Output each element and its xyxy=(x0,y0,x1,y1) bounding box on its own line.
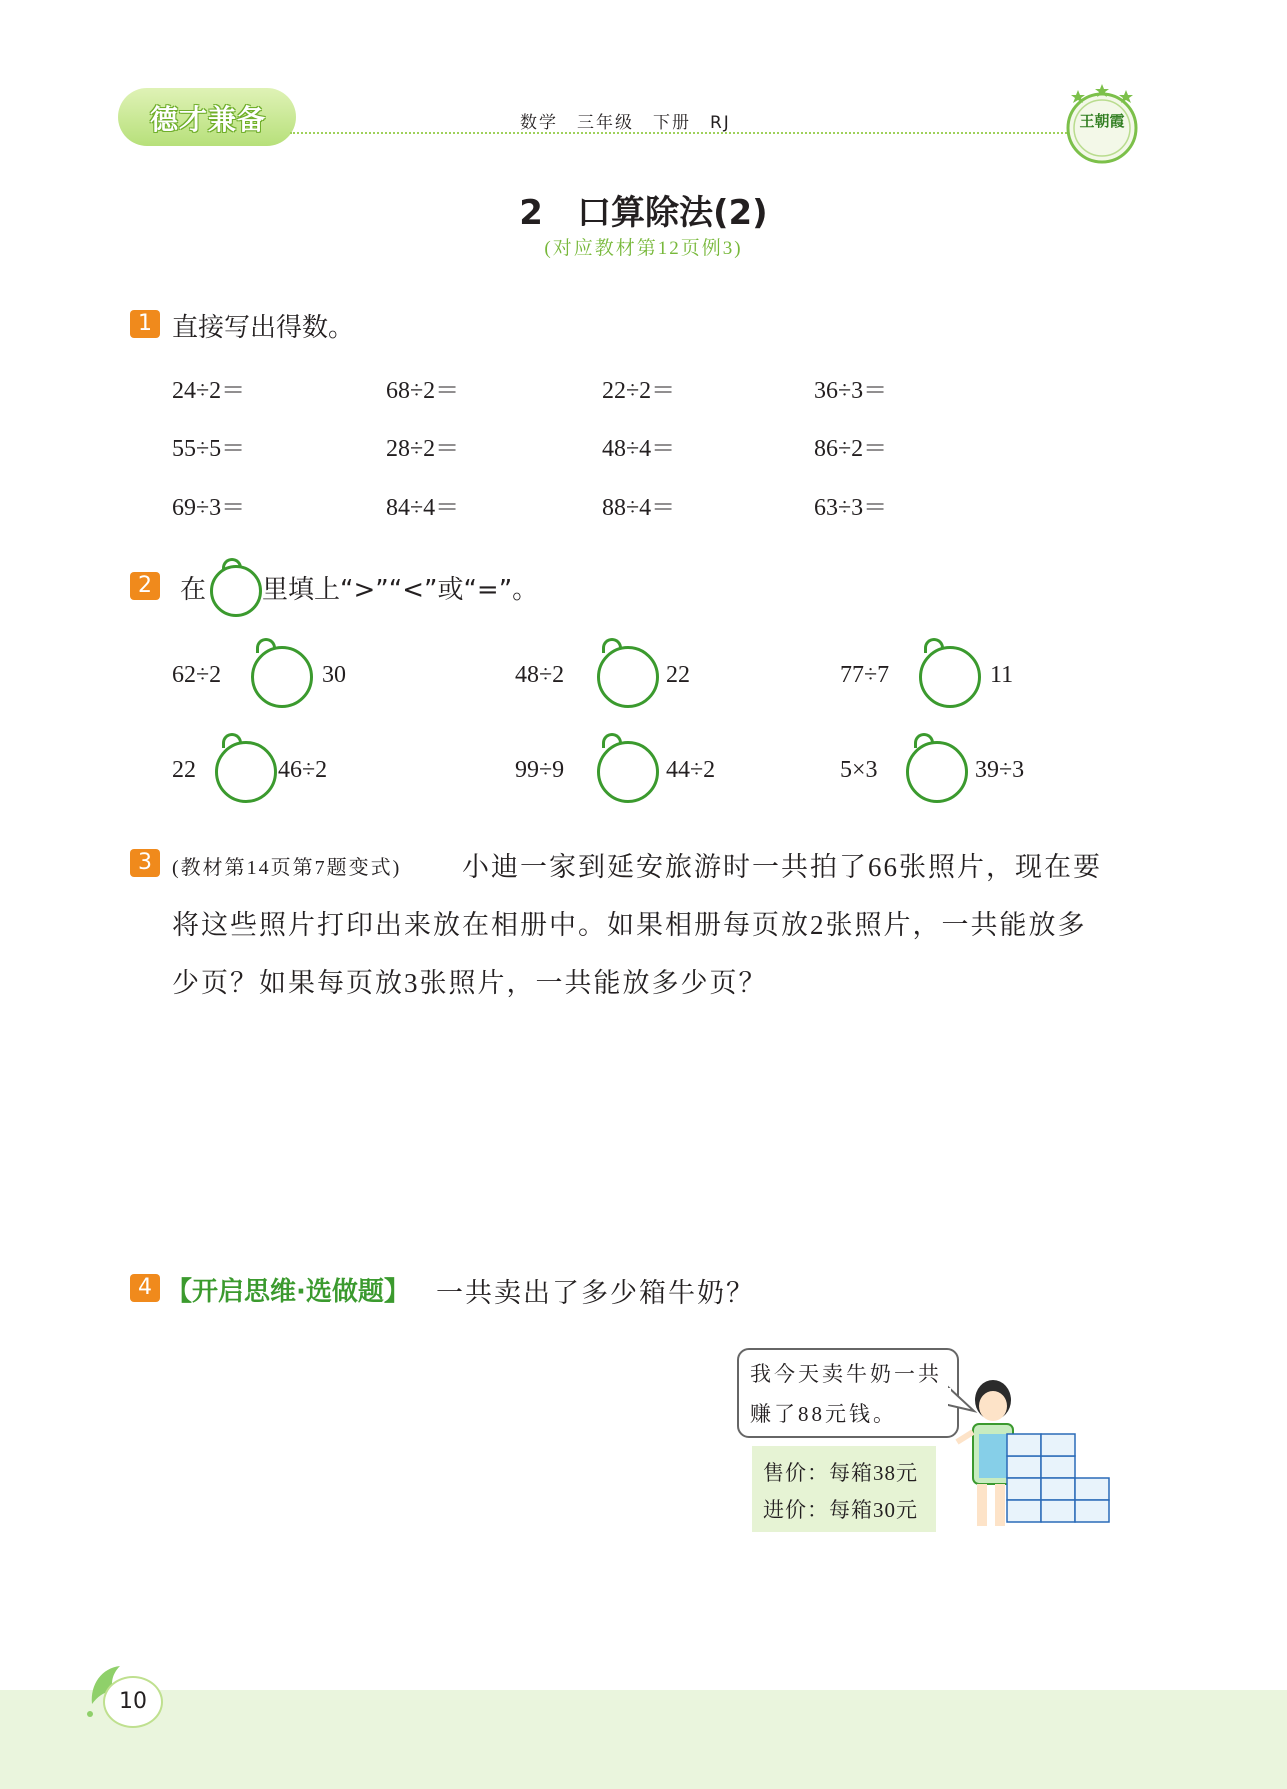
answer-circle-sample xyxy=(210,565,262,617)
q2-prompt-end: 里填上“>”“<”或“=”。 xyxy=(262,575,539,605)
milk-boxes-icon xyxy=(1007,1434,1109,1522)
q4-tag: 【开启思维·选做题】 xyxy=(166,1277,410,1307)
q3-line-1: 小迪一家到延安旅游时一共拍了66张照片，现在要 xyxy=(462,852,1102,882)
brand-name: 王朝霞 xyxy=(1079,114,1125,130)
q2-right-expr: 11 xyxy=(990,662,1014,688)
sell-price: 售价：每箱38元 xyxy=(763,1461,918,1485)
q2-right-expr: 22 xyxy=(666,662,690,688)
q1-item: 63÷3＝ xyxy=(814,495,888,521)
question-number-4: 4 xyxy=(130,1274,160,1302)
footer-band xyxy=(0,1690,1287,1789)
q1-item: 24÷2＝ xyxy=(172,378,246,404)
q1-item: 88÷4＝ xyxy=(602,495,676,521)
q2-right-expr: 39÷3 xyxy=(975,757,1025,783)
answer-circle[interactable] xyxy=(251,646,313,708)
q1-item: 55÷5＝ xyxy=(172,436,246,462)
q2-left-expr: 5×3 xyxy=(840,757,878,783)
q2-left-expr: 22 xyxy=(172,757,196,783)
speech-line-2: 赚了88元钱。 xyxy=(750,1402,897,1426)
q1-item: 86÷2＝ xyxy=(814,436,888,462)
q2-left-expr: 99÷9 xyxy=(515,757,565,783)
lesson-title: 2 口算除法(2) xyxy=(519,193,768,233)
q1-item: 28÷2＝ xyxy=(386,436,460,462)
q2-right-expr: 30 xyxy=(322,662,346,688)
q2-left-expr: 77÷7 xyxy=(840,662,890,688)
answer-circle[interactable] xyxy=(215,741,277,803)
speech-line-1: 我今天卖牛奶一共 xyxy=(750,1362,942,1386)
q2-left-expr: 62÷2 xyxy=(172,662,222,688)
answer-circle[interactable] xyxy=(597,646,659,708)
q3-line-2: 将这些照片打印出来放在相册中。如果相册每页放2张照片，一共能放多 xyxy=(172,910,1087,940)
question-number-2: 2 xyxy=(130,572,160,600)
q4-prompt: 一共卖出了多少箱牛奶？ xyxy=(436,1278,755,1308)
q1-item: 69÷3＝ xyxy=(172,495,246,521)
q1-item: 68÷2＝ xyxy=(386,378,460,404)
series-logo: 德才兼备 xyxy=(150,103,267,136)
q2-prompt-start: 在 xyxy=(180,575,207,605)
q2-right-expr: 44÷2 xyxy=(666,757,716,783)
answer-circle[interactable] xyxy=(597,741,659,803)
milk-seller-illustration xyxy=(955,1376,1135,1536)
header-subject: 数学 三年级 下册 RJ xyxy=(520,113,731,133)
purchase-price: 进价：每箱30元 xyxy=(763,1498,918,1522)
q1-prompt: 直接写出得数。 xyxy=(172,313,355,343)
question-number-1: 1 xyxy=(130,310,160,338)
q1-item: 22÷2＝ xyxy=(602,378,676,404)
girl-icon xyxy=(957,1380,1013,1526)
q3-source: (教材第14页第7题变式) xyxy=(172,857,402,879)
answer-circle[interactable] xyxy=(919,646,981,708)
page-number: 10 xyxy=(103,1676,163,1728)
q1-item: 84÷4＝ xyxy=(386,495,460,521)
q1-item: 48÷4＝ xyxy=(602,436,676,462)
question-number-3: 3 xyxy=(130,849,160,877)
q3-line-3: 少页？如果每页放3张照片，一共能放多少页？ xyxy=(172,968,768,998)
q1-item: 36÷3＝ xyxy=(814,378,888,404)
answer-circle[interactable] xyxy=(906,741,968,803)
q2-right-expr: 46÷2 xyxy=(278,757,328,783)
lesson-reference: (对应教材第12页例3) xyxy=(544,238,743,259)
q2-left-expr: 48÷2 xyxy=(515,662,565,688)
